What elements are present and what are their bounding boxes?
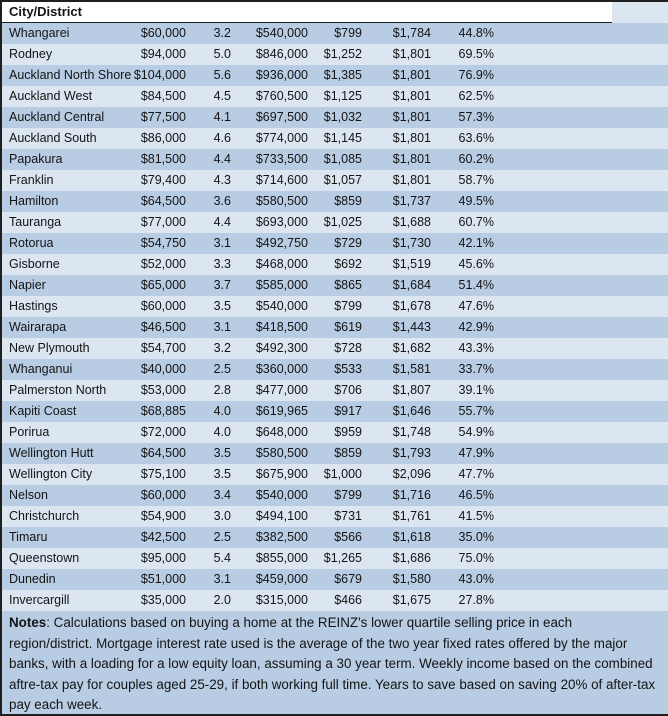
table-row — [2, 569, 668, 590]
value-cell: $459,000 — [255, 572, 308, 586]
value-cell: $492,750 — [255, 236, 308, 250]
row-filler — [494, 44, 668, 65]
city-cell: Dunedin — [9, 572, 56, 586]
value-cell: $540,000 — [255, 488, 308, 502]
value-cell: $1,793 — [392, 446, 431, 460]
value-cell: $1,581 — [392, 362, 431, 376]
value-cell: 3.7 — [213, 278, 231, 292]
value-cell: 43.3% — [458, 341, 494, 355]
value-cell: $697,500 — [255, 110, 308, 124]
value-cell: $1,032 — [323, 110, 362, 124]
value-cell: $492,300 — [255, 341, 308, 355]
row-filler — [494, 464, 668, 485]
row-filler — [494, 590, 668, 611]
row-filler — [494, 107, 668, 128]
table-row — [2, 296, 668, 317]
value-cell: 46.5% — [458, 488, 494, 502]
value-cell: $35,000 — [140, 593, 186, 607]
value-cell: $1,000 — [323, 467, 362, 481]
row-filler — [494, 485, 668, 506]
value-cell: 2.5 — [213, 362, 231, 376]
city-cell: Christchurch — [9, 509, 80, 523]
notes-label: Notes — [9, 615, 47, 630]
value-cell: $799 — [334, 26, 362, 40]
city-cell: Whanganui — [9, 362, 73, 376]
value-cell: $714,600 — [255, 173, 308, 187]
row-filler — [494, 548, 668, 569]
value-cell: 35.0% — [458, 530, 494, 544]
value-cell: $693,000 — [255, 215, 308, 229]
value-cell: 2.5 — [213, 530, 231, 544]
value-cell: 54.9% — [458, 425, 494, 439]
value-cell: 3.3 — [213, 257, 231, 271]
value-cell: $54,700 — [140, 341, 186, 355]
value-cell: $731 — [334, 509, 362, 523]
row-filler — [494, 506, 668, 527]
value-cell: $477,000 — [255, 383, 308, 397]
value-cell: $1,618 — [392, 530, 431, 544]
value-cell: 5.0 — [213, 47, 231, 61]
value-cell: 3.2 — [213, 26, 231, 40]
row-filler — [494, 86, 668, 107]
value-cell: 5.4 — [213, 551, 231, 565]
value-cell: $1,682 — [392, 341, 431, 355]
value-cell: $1,519 — [392, 257, 431, 271]
value-cell: $72,000 — [140, 425, 186, 439]
value-cell: $936,000 — [255, 68, 308, 82]
table-row — [2, 212, 668, 233]
value-cell: 4.5 — [213, 89, 231, 103]
value-cell: $79,400 — [140, 173, 186, 187]
row-filler — [494, 65, 668, 86]
row-filler — [494, 212, 668, 233]
value-cell: $585,000 — [255, 278, 308, 292]
value-cell: 47.7% — [458, 467, 494, 481]
city-cell: Porirua — [9, 425, 50, 439]
value-cell: 3.4 — [213, 488, 231, 502]
value-cell: $418,500 — [255, 320, 308, 334]
value-cell: $1,688 — [392, 215, 431, 229]
table-row — [2, 506, 668, 527]
table-row — [2, 65, 668, 86]
table-row — [2, 380, 668, 401]
value-cell: $54,900 — [140, 509, 186, 523]
table-row — [2, 422, 668, 443]
value-cell: $60,000 — [140, 26, 186, 40]
value-cell: $40,000 — [140, 362, 186, 376]
value-cell: 44.8% — [458, 26, 494, 40]
column-header-city-district: City/District — [2, 2, 612, 23]
value-cell: $733,500 — [255, 152, 308, 166]
table-header-row — [2, 2, 668, 23]
city-cell: Rotorua — [9, 236, 54, 250]
value-cell: $566 — [334, 530, 362, 544]
value-cell: $1,801 — [392, 47, 431, 61]
table-row — [2, 128, 668, 149]
value-cell: $1,025 — [323, 215, 362, 229]
value-cell: 4.0 — [213, 404, 231, 418]
table-row — [2, 86, 668, 107]
value-cell: $1,675 — [392, 593, 431, 607]
table-row — [2, 548, 668, 569]
row-filler — [494, 380, 668, 401]
value-cell: $1,801 — [392, 173, 431, 187]
table-row — [2, 254, 668, 275]
city-cell: Wellington Hutt — [9, 446, 94, 460]
city-cell: Nelson — [9, 488, 48, 502]
city-cell: Auckland North Shore — [9, 68, 132, 82]
value-cell: 58.7% — [458, 173, 494, 187]
row-filler — [494, 170, 668, 191]
city-cell: Franklin — [9, 173, 54, 187]
row-filler — [494, 338, 668, 359]
notes-section — [2, 611, 668, 716]
value-cell: $1,761 — [392, 509, 431, 523]
value-cell: 60.7% — [458, 215, 494, 229]
value-cell: 3.0 — [213, 509, 231, 523]
table-row — [2, 191, 668, 212]
value-cell: $1,265 — [323, 551, 362, 565]
value-cell: $774,000 — [255, 131, 308, 145]
value-cell: $540,000 — [255, 299, 308, 313]
value-cell: $1,801 — [392, 110, 431, 124]
value-cell: $1,686 — [392, 551, 431, 565]
value-cell: $42,500 — [140, 530, 186, 544]
value-cell: $46,500 — [140, 320, 186, 334]
table-body — [2, 23, 668, 611]
table-row — [2, 338, 668, 359]
row-filler — [494, 191, 668, 212]
value-cell: 3.1 — [213, 320, 231, 334]
value-cell: $692 — [334, 257, 362, 271]
value-cell: 2.0 — [213, 593, 231, 607]
value-cell: $77,000 — [140, 215, 186, 229]
value-cell: 63.6% — [458, 131, 494, 145]
value-cell: 3.5 — [213, 467, 231, 481]
value-cell: 4.1 — [213, 110, 231, 124]
value-cell: 45.6% — [458, 257, 494, 271]
value-cell: $1,085 — [323, 152, 362, 166]
value-cell: $917 — [334, 404, 362, 418]
value-cell: $2,096 — [392, 467, 431, 481]
value-cell: $865 — [334, 278, 362, 292]
city-cell: Tauranga — [9, 215, 62, 229]
value-cell: $1,678 — [392, 299, 431, 313]
row-filler — [494, 359, 668, 380]
value-cell: $859 — [334, 446, 362, 460]
value-cell: $706 — [334, 383, 362, 397]
value-cell: $619,965 — [255, 404, 308, 418]
value-cell: $799 — [334, 488, 362, 502]
value-cell: $959 — [334, 425, 362, 439]
city-cell: Timaru — [9, 530, 48, 544]
value-cell: $54,750 — [140, 236, 186, 250]
value-cell: $468,000 — [255, 257, 308, 271]
value-cell: $728 — [334, 341, 362, 355]
value-cell: 41.5% — [458, 509, 494, 523]
city-cell: Gisborne — [9, 257, 60, 271]
city-cell: Whangarei — [9, 26, 70, 40]
value-cell: $77,500 — [140, 110, 186, 124]
value-cell: $648,000 — [255, 425, 308, 439]
city-cell: Auckland South — [9, 131, 97, 145]
city-cell: Queenstown — [9, 551, 80, 565]
value-cell: $1,730 — [392, 236, 431, 250]
value-cell: $81,500 — [140, 152, 186, 166]
value-cell: 57.3% — [458, 110, 494, 124]
city-cell: Wellington City — [9, 467, 93, 481]
value-cell: $760,500 — [255, 89, 308, 103]
value-cell: $580,500 — [255, 194, 308, 208]
value-cell: $799 — [334, 299, 362, 313]
value-cell: $859 — [334, 194, 362, 208]
row-filler — [494, 254, 668, 275]
table-row — [2, 23, 668, 44]
table-row — [2, 170, 668, 191]
value-cell: $540,000 — [255, 26, 308, 40]
table-row — [2, 485, 668, 506]
value-cell: 3.1 — [213, 572, 231, 586]
table-row — [2, 464, 668, 485]
value-cell: 3.6 — [213, 194, 231, 208]
city-cell: Hastings — [9, 299, 58, 313]
value-cell: 47.6% — [458, 299, 494, 313]
value-cell: 51.4% — [458, 278, 494, 292]
value-cell: $1,385 — [323, 68, 362, 82]
value-cell: 4.4 — [213, 152, 231, 166]
table-row — [2, 359, 668, 380]
value-cell: $1,646 — [392, 404, 431, 418]
city-cell: Kapiti Coast — [9, 404, 77, 418]
value-cell: $1,252 — [323, 47, 362, 61]
value-cell: $1,145 — [323, 131, 362, 145]
value-cell: $1,801 — [392, 131, 431, 145]
value-cell: 62.5% — [458, 89, 494, 103]
row-filler — [494, 317, 668, 338]
value-cell: $64,500 — [140, 446, 186, 460]
city-cell: Hamilton — [9, 194, 59, 208]
notes-text: : Calculations based on buying a home at the REINZ's lower quartile selling price in each region/district. Mortgage interest rate used is the average of the two year fixed rates offered by the major banks, with a loading for a low equity loan, assuming a 30 year term. Weekly income based on the combined aftre-tax pay for couples aged 25-29, if both working full time. Years to save based on saving 20% of after-tax pay each week. — [9, 615, 656, 712]
city-cell: Auckland Central — [9, 110, 105, 124]
value-cell: $65,000 — [140, 278, 186, 292]
value-cell: $679 — [334, 572, 362, 586]
value-cell: $533 — [334, 362, 362, 376]
table-row — [2, 401, 668, 422]
value-cell: $1,801 — [392, 152, 431, 166]
value-cell: 2.8 — [213, 383, 231, 397]
value-cell: $729 — [334, 236, 362, 250]
value-cell: 55.7% — [458, 404, 494, 418]
table-row — [2, 107, 668, 128]
table-row — [2, 443, 668, 464]
value-cell: 49.5% — [458, 194, 494, 208]
value-cell: $360,000 — [255, 362, 308, 376]
value-cell: 3.2 — [213, 341, 231, 355]
table-row — [2, 44, 668, 65]
city-cell: Rodney — [9, 47, 53, 61]
value-cell: $51,000 — [140, 572, 186, 586]
value-cell: $1,580 — [392, 572, 431, 586]
value-cell: $1,748 — [392, 425, 431, 439]
city-cell: Wairarapa — [9, 320, 67, 334]
value-cell: $60,000 — [140, 299, 186, 313]
header-tail-band — [612, 2, 668, 23]
value-cell: $1,684 — [392, 278, 431, 292]
value-cell: 4.6 — [213, 131, 231, 145]
value-cell: 3.1 — [213, 236, 231, 250]
value-cell: $68,885 — [140, 404, 186, 418]
city-cell: Papakura — [9, 152, 63, 166]
value-cell: $315,000 — [255, 593, 308, 607]
value-cell: $1,801 — [392, 89, 431, 103]
value-cell: 43.0% — [458, 572, 494, 586]
city-cell: Auckland West — [9, 89, 93, 103]
value-cell: 75.0% — [458, 551, 494, 565]
value-cell: 33.7% — [458, 362, 494, 376]
value-cell: $1,443 — [392, 320, 431, 334]
value-cell: $1,057 — [323, 173, 362, 187]
value-cell: $675,900 — [255, 467, 308, 481]
value-cell: $382,500 — [255, 530, 308, 544]
value-cell: 69.5% — [458, 47, 494, 61]
value-cell: $104,000 — [133, 68, 186, 82]
value-cell: $75,100 — [140, 467, 186, 481]
value-cell: $60,000 — [140, 488, 186, 502]
value-cell: $494,100 — [255, 509, 308, 523]
value-cell: 3.5 — [213, 446, 231, 460]
value-cell: $64,500 — [140, 194, 186, 208]
value-cell: $84,500 — [140, 89, 186, 103]
table-row — [2, 527, 668, 548]
city-cell: Napier — [9, 278, 46, 292]
value-cell: $846,000 — [255, 47, 308, 61]
value-cell: 42.9% — [458, 320, 494, 334]
value-cell: 47.9% — [458, 446, 494, 460]
table-row — [2, 233, 668, 254]
row-filler — [494, 128, 668, 149]
table-row — [2, 317, 668, 338]
city-cell: New Plymouth — [9, 341, 90, 355]
value-cell: 27.8% — [458, 593, 494, 607]
value-cell: $580,500 — [255, 446, 308, 460]
row-filler — [494, 23, 668, 44]
value-cell: $855,000 — [255, 551, 308, 565]
city-cell: Invercargill — [9, 593, 70, 607]
row-filler — [494, 443, 668, 464]
value-cell: 4.0 — [213, 425, 231, 439]
value-cell: 5.6 — [213, 68, 231, 82]
value-cell: 39.1% — [458, 383, 494, 397]
value-cell: $53,000 — [140, 383, 186, 397]
table-row — [2, 149, 668, 170]
row-filler — [494, 422, 668, 443]
row-filler — [494, 149, 668, 170]
value-cell: 42.1% — [458, 236, 494, 250]
value-cell: 3.5 — [213, 299, 231, 313]
row-filler — [494, 569, 668, 590]
value-cell: $1,807 — [392, 383, 431, 397]
value-cell: $619 — [334, 320, 362, 334]
row-filler — [494, 275, 668, 296]
row-filler — [494, 527, 668, 548]
value-cell: $1,784 — [392, 26, 431, 40]
value-cell: 60.2% — [458, 152, 494, 166]
value-cell: $52,000 — [140, 257, 186, 271]
table-row — [2, 590, 668, 611]
value-cell: 76.9% — [458, 68, 494, 82]
value-cell: $86,000 — [140, 131, 186, 145]
city-cell: Palmerston North — [9, 383, 107, 397]
row-filler — [494, 296, 668, 317]
value-cell: 4.3 — [213, 173, 231, 187]
value-cell: $1,737 — [392, 194, 431, 208]
value-cell: $95,000 — [140, 551, 186, 565]
value-cell: $1,801 — [392, 68, 431, 82]
value-cell: 4.4 — [213, 215, 231, 229]
row-filler — [494, 233, 668, 254]
value-cell: $1,716 — [392, 488, 431, 502]
value-cell: $94,000 — [140, 47, 186, 61]
value-cell: $466 — [334, 593, 362, 607]
row-filler — [494, 401, 668, 422]
value-cell: $1,125 — [323, 89, 362, 103]
table-row — [2, 275, 668, 296]
